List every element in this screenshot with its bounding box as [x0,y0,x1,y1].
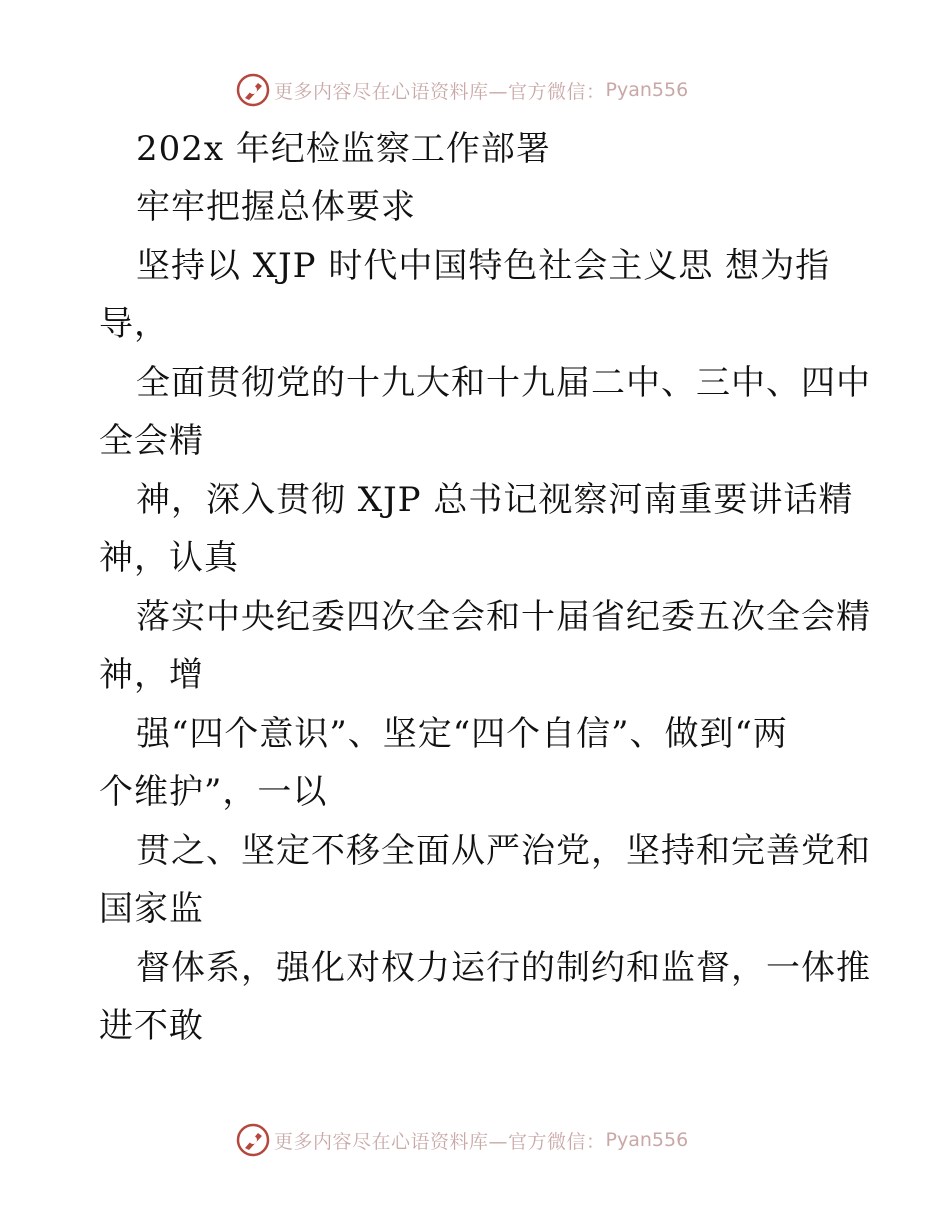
watermark-wechat-id: Pyan556 [605,1129,689,1151]
body-line: 贯之、坚定不移全面从严治党，坚持和完善党和 [136,831,871,871]
body-line: 神，认真 [99,538,239,578]
body-line: 强“四个意识”、坚定“四个自信”、做到“两 [136,714,788,754]
body-line: 神，增 [99,655,204,695]
body-line: 国家监 [99,889,204,929]
body-line: 神，深入贯彻 XJP 总书记视察河南重要讲话精 [136,480,854,520]
watermark-wechat-id: Pyan556 [605,79,689,101]
body-line: 全会精 [99,421,204,461]
watermark-text: 更多内容尽在心语资料库—官方微信： [274,80,606,103]
body-line: 落实中央纪委四次全会和十届省纪委五次全会精 [136,597,871,637]
body-line: 坚持以 XJP 时代中国特色社会主义思 想为指 [136,246,831,286]
body-line: 导， [99,304,169,344]
pen-logo-icon [236,73,270,107]
body-line: 个维护”，一以 [99,772,328,812]
body-line: 全面贯彻党的十九大和十九届二中、三中、四中 [136,363,871,403]
body-line: 督体系，强化对权力运行的制约和监督，一体推 [136,948,871,988]
document-subtitle: 牢牢把握总体要求 [136,187,416,227]
document-title: 202x 年纪检监察工作部署 [136,129,551,169]
body-line: 进不敢 [99,1006,204,1046]
footer-watermark [236,1122,688,1158]
header-watermark [236,72,688,108]
watermark-text: 更多内容尽在心语资料库—官方微信： [274,1130,606,1153]
pen-logo-icon [236,1123,270,1157]
